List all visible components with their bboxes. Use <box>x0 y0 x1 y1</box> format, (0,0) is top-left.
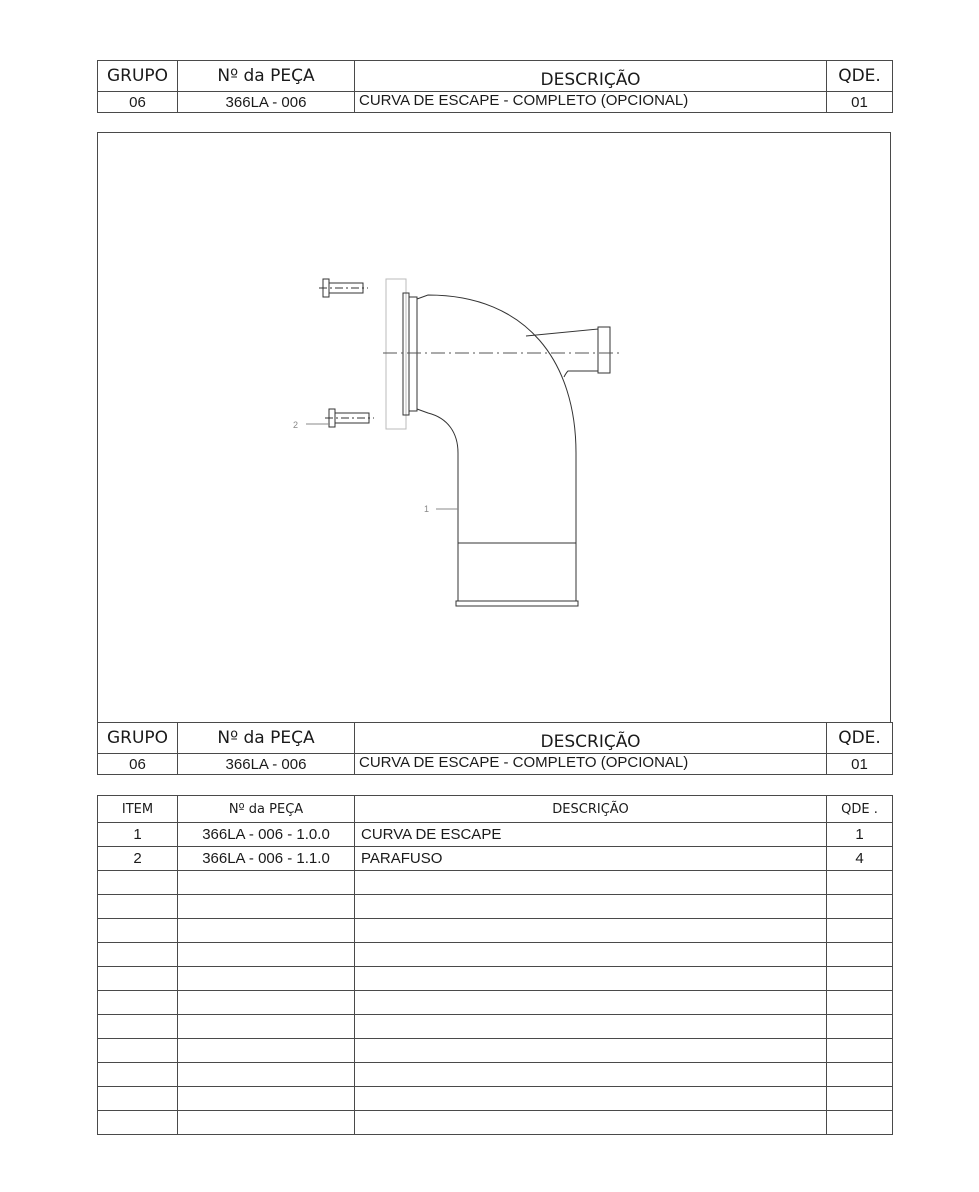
table-row <box>98 823 893 847</box>
grupo-header: GRUPO <box>98 723 178 754</box>
top-header-row <box>98 61 893 92</box>
elbow-pipe <box>417 295 576 543</box>
qde-cell: 4 <box>827 847 893 871</box>
flange-ring-inner <box>409 297 417 411</box>
qde-value: 01 <box>827 92 893 113</box>
empty-row <box>98 967 893 991</box>
descricao-header: DESCRIÇÃO <box>355 723 827 754</box>
table-row <box>98 847 893 871</box>
bottom-header-row <box>98 723 893 754</box>
descricao-value: CURVA DE ESCAPE - COMPLETO (OPCIONAL) <box>355 92 827 113</box>
empty-row <box>98 1063 893 1087</box>
empty-row <box>98 991 893 1015</box>
empty-row <box>98 871 893 895</box>
exhaust-curve-drawing <box>98 133 892 723</box>
empty-row <box>98 895 893 919</box>
item-cell: 2 <box>98 847 178 871</box>
parts-list-table <box>97 795 893 1135</box>
qde-header: QDE. <box>827 723 893 754</box>
peca-value: 366LA - 006 <box>178 92 355 113</box>
bolt-top <box>319 279 368 297</box>
top-header-table <box>97 60 893 113</box>
descricao-header: DESCRIÇÃO <box>355 61 827 92</box>
empty-row <box>98 1039 893 1063</box>
empty-row <box>98 1087 893 1111</box>
bolt-bottom <box>325 409 374 427</box>
bottom-value-row <box>98 754 893 775</box>
peca-header: Nº da PEÇA <box>178 61 355 92</box>
qde-header: QDE. <box>827 61 893 92</box>
peca-cell: 366LA - 006 - 1.0.0 <box>178 823 355 847</box>
grupo-header: GRUPO <box>98 61 178 92</box>
outlet-sleeve <box>458 543 576 601</box>
side-nipple-end <box>598 327 610 373</box>
peca-header: Nº da PEÇA <box>178 723 355 754</box>
item-cell: 1 <box>98 823 178 847</box>
descricao-value: CURVA DE ESCAPE - COMPLETO (OPCIONAL) <box>355 754 827 775</box>
descricao-cell: PARAFUSO <box>355 847 827 871</box>
empty-row <box>98 1015 893 1039</box>
qde-header: QDE . <box>827 796 893 823</box>
grupo-value: 06 <box>98 92 178 113</box>
empty-row <box>98 1111 893 1135</box>
grupo-value: 06 <box>98 754 178 775</box>
descricao-cell: CURVA DE ESCAPE <box>355 823 827 847</box>
callout-2: 2 <box>293 420 299 430</box>
empty-row <box>98 919 893 943</box>
empty-row <box>98 943 893 967</box>
top-value-row <box>98 92 893 113</box>
drawing-frame <box>97 132 891 722</box>
outlet-rim <box>456 601 578 606</box>
callout-1: 1 <box>424 504 430 514</box>
qde-value: 01 <box>827 754 893 775</box>
qde-cell: 1 <box>827 823 893 847</box>
peca-header: Nº da PEÇA <box>178 796 355 823</box>
bottom-header-table <box>97 722 893 775</box>
peca-cell: 366LA - 006 - 1.1.0 <box>178 847 355 871</box>
parts-header-row <box>98 796 893 823</box>
descricao-header: DESCRIÇÃO <box>355 796 827 823</box>
item-header: ITEM <box>98 796 178 823</box>
peca-value: 366LA - 006 <box>178 754 355 775</box>
